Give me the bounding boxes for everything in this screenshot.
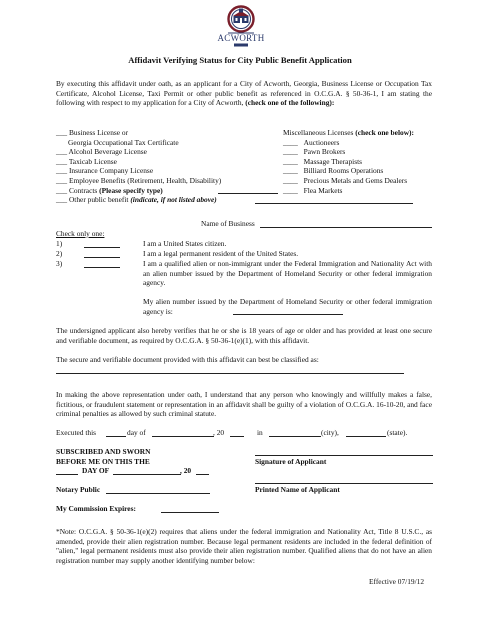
option-label: Georgia Occupational Tax Certificate xyxy=(68,137,179,147)
footnote: *Note: O.C.G.A. § 50-36-1(e)(2) requires that aliens under the federal immigration and Nationality Act, Title 8 U.S.C., as amended, provide their alien registration number. Because legal permanent residents are included in the federal definition of "alien," legal permanent residents must also provide their alien registration number. Qualified aliens that do not have an alien registration number may supply another identifying number below: xyxy=(56,527,432,565)
notary-public-label: Notary Public xyxy=(56,485,101,494)
option-blank[interactable]: ___ xyxy=(56,147,68,157)
sworn-day-of-label: DAY OF xyxy=(82,466,110,476)
status-text-2: I am a legal permanent resident of the United States. xyxy=(143,249,299,258)
left-option-6[interactable] xyxy=(56,186,163,196)
executed-month-field[interactable] xyxy=(152,436,214,437)
sworn-year-field[interactable] xyxy=(196,474,209,475)
name-of-business-field[interactable] xyxy=(260,227,432,228)
printed-name-label: Printed Name of Applicant xyxy=(255,485,340,494)
left-option-3[interactable] xyxy=(56,157,117,167)
commission-expires-label: My Commission Expires: xyxy=(56,504,136,513)
option-blank[interactable]: ___ xyxy=(56,166,68,176)
left-option-1 xyxy=(68,138,179,148)
signature-field[interactable] xyxy=(255,455,433,456)
left-option-5[interactable] xyxy=(56,176,221,186)
executed-day-field[interactable] xyxy=(106,436,126,437)
option-blank[interactable]: ____ xyxy=(283,156,298,166)
executed-day-of-label: day of xyxy=(127,428,146,437)
misc-licenses-header xyxy=(283,128,414,138)
right-option-0[interactable] xyxy=(283,138,339,148)
other-benefit-field[interactable] xyxy=(255,203,413,204)
left-option-0[interactable] xyxy=(56,128,128,138)
secure-document-text: The secure and verifiable document provided with this affidavit can best be classified as: xyxy=(56,355,319,364)
left-option-4[interactable] xyxy=(56,166,153,176)
executed-state-label: (state). xyxy=(387,428,408,437)
option-blank[interactable]: ___ xyxy=(56,156,68,166)
intro-paragraph xyxy=(56,79,432,108)
logo-text: ACWORTH xyxy=(217,33,265,43)
status-check-1[interactable] xyxy=(84,247,120,248)
option-blank[interactable]: ___ xyxy=(56,195,68,205)
right-option-2[interactable] xyxy=(283,157,362,167)
option-label: Business License or xyxy=(68,128,129,137)
status-text-1: I am a United States citizen. xyxy=(143,239,227,248)
effective-date: Effective 07/19/12 xyxy=(369,577,425,586)
option-label: Employee Benefits (Retirement, Health, Disability) xyxy=(68,176,222,185)
option-emphasis: (indicate, if not listed above) xyxy=(130,195,217,205)
option-label: Auctioneers xyxy=(303,137,340,147)
option-blank[interactable]: ___ xyxy=(56,185,68,195)
executed-year-prefix: , 20 xyxy=(213,428,225,437)
document-title: Affidavit Verifying Status for City Public Benefit Application xyxy=(128,55,352,65)
option-label: Pawn Brokers xyxy=(303,147,346,157)
option-blank[interactable]: ___ xyxy=(56,128,68,137)
option-blank[interactable]: ____ xyxy=(283,147,298,157)
option-label: Other public benefit xyxy=(68,195,131,205)
option-label: Taxicab License xyxy=(68,156,117,166)
age-verify-paragraph: The undersigned applicant also hereby verifies that he or she is 18 years of age or older and has provided at least one secure and verifiable document, as required by O.C.G.A. § 50-36-1(e)(1), with this affidavit. xyxy=(56,326,432,345)
sworn-line-1: SUBSCRIBED AND SWORN xyxy=(56,447,151,456)
sworn-year-prefix: , 20 xyxy=(180,466,192,476)
status-check-2[interactable] xyxy=(84,257,120,258)
executed-in-label: in xyxy=(257,428,263,437)
right-option-1[interactable] xyxy=(283,147,345,157)
sworn-line-2: BEFORE ME ON THIS THE xyxy=(56,456,150,466)
notary-field[interactable] xyxy=(106,493,210,494)
intro-emphasis: (check one of the following): xyxy=(245,98,335,108)
signature-of-applicant-label: Signature of Applicant xyxy=(255,457,327,466)
status-text-3: I am a qualified alien or non-immigrant under the Federal Immigration and Nationality Act with an alien number issued by the Department of Homeland Security or other federal immigration agency. xyxy=(143,259,432,288)
acworth-logo xyxy=(218,5,264,49)
header-emphasis: (check one below): xyxy=(355,128,414,137)
option-label: Contracts xyxy=(68,185,100,195)
representation-paragraph: In making the above representation under oath, I understand that any person who knowingly and willfully makes a false, fictitious, or fraudulent statement or representation in an affidavit shall be guilty of a violation of O.C.G.A. 16-10-20, and face criminal penalties as allowed by such criminal statute. xyxy=(56,390,432,419)
option-label: Billiard Rooms Operations xyxy=(303,166,384,176)
option-blank[interactable]: ____ xyxy=(283,185,298,195)
status-num-3: 3) xyxy=(56,259,63,268)
option-blank[interactable]: ____ xyxy=(283,176,298,185)
option-blank[interactable]: ____ xyxy=(283,166,298,176)
option-label: Alcohol Beverage License xyxy=(68,147,147,157)
executed-this-label: Executed this xyxy=(56,428,97,437)
option-label: Insurance Company License xyxy=(68,166,154,176)
right-option-4[interactable] xyxy=(283,176,407,186)
contracts-type-field[interactable] xyxy=(218,193,278,194)
printed-name-field[interactable] xyxy=(255,483,433,484)
status-check-3[interactable] xyxy=(84,267,120,268)
right-option-3[interactable] xyxy=(283,166,383,176)
commission-expires-field[interactable] xyxy=(161,512,219,513)
header-label: Miscellaneous Licenses xyxy=(283,128,356,137)
option-label: Massage Therapists xyxy=(303,156,363,166)
executed-city-field[interactable] xyxy=(269,436,321,437)
name-of-business-label: Name of Business xyxy=(201,219,255,228)
executed-state-field[interactable] xyxy=(346,436,386,437)
option-emphasis: (Please specify type) xyxy=(99,185,163,195)
secure-document-field[interactable] xyxy=(56,373,404,374)
status-num-2: 2) xyxy=(56,249,63,258)
alien-number-label: My alien number issued by the Department of Homeland Security or other federal immigration agency is: xyxy=(143,297,432,316)
left-option-2[interactable] xyxy=(56,147,147,157)
executed-city-label: (city), xyxy=(321,428,339,437)
intro-text: By executing this affidavit under oath, as an applicant for a City of Acworth, Georgia, Business License or Occupation Tax Certificate, Alcohol License, Taxi Permit or other public benefit as referenced in O.C.G.A. § 50-36-1, I am stating the following with respect to my application for a City of Acworth, xyxy=(56,79,432,108)
status-num-1: 1) xyxy=(56,239,63,248)
option-blank[interactable]: ____ xyxy=(283,137,298,147)
sworn-day-field[interactable] xyxy=(56,474,78,475)
alien-number-field[interactable] xyxy=(233,314,343,315)
sworn-month-field[interactable] xyxy=(113,474,181,475)
executed-year-field[interactable] xyxy=(230,436,244,437)
option-label: Flea Markets xyxy=(303,185,343,195)
option-label: Precious Metals and Gems Dealers xyxy=(303,176,408,185)
option-blank[interactable]: ___ xyxy=(56,176,68,185)
check-only-one-label: Check only one: xyxy=(56,229,105,238)
right-option-5[interactable] xyxy=(283,186,342,196)
left-option-7[interactable] xyxy=(56,195,217,205)
